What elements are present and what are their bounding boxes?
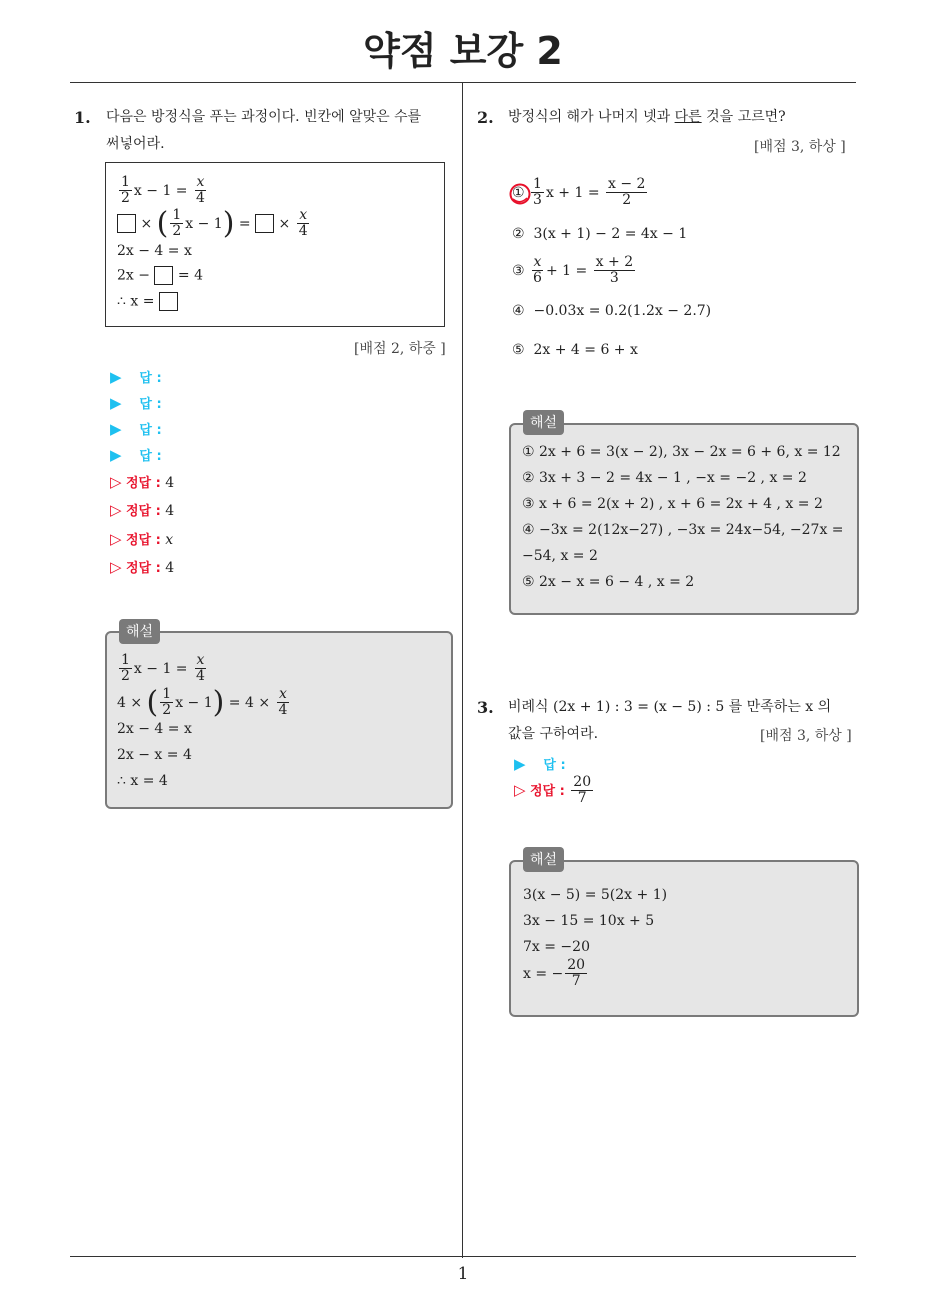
blank-box-1[interactable] bbox=[117, 214, 136, 233]
q2-explanation-line-1: ① 2x + 6 = 3(x − 2), 3x − 2x = 6 + 6, x = 12 bbox=[522, 444, 841, 460]
column-divider bbox=[462, 83, 463, 1258]
answer-arrow-icon: ▶ bbox=[110, 446, 122, 464]
q1-answer-row-3 bbox=[110, 419, 162, 438]
answer-label: 답 : bbox=[139, 449, 162, 464]
answer-label: 답 : bbox=[139, 397, 162, 412]
q3-correct-row bbox=[514, 775, 595, 807]
q1-explanation-line-2: 4 × ( $\frac{1}{2}$ x − 1) = 4 × $\frac{x}{4}$ bbox=[117, 684, 288, 720]
q3-explanation-line-3: 7x = −20 bbox=[523, 939, 590, 955]
question-3-meta: [배점 3, 하상 ] bbox=[760, 728, 852, 744]
blank-box-3[interactable] bbox=[154, 266, 173, 285]
correct-arrow-icon: ▷ bbox=[110, 530, 122, 548]
q2-choice-1[interactable]: ① $\frac{1}{3}$ x + 1 = $\frac{x - 2}{2}$ bbox=[512, 176, 646, 209]
answer-arrow-icon: ▶ bbox=[514, 755, 526, 773]
correct-value: 4 bbox=[165, 503, 175, 519]
q1-step-3: 2x − 4 = x bbox=[117, 243, 192, 259]
correct-label: 정답 : bbox=[126, 476, 161, 491]
question-3-text-line2: 값을 구하여라. bbox=[508, 726, 599, 742]
q1-step-1: $\frac{1}{2}$ x − 1 = $\frac{x}{4}$ bbox=[121, 174, 205, 207]
q2-explanation-tag: 해설 bbox=[523, 410, 564, 435]
q2-choice-5[interactable] bbox=[512, 342, 638, 358]
question-1-number: 1. bbox=[74, 108, 91, 127]
answer-label: 답 : bbox=[543, 758, 566, 773]
q1-step-1-text: x − 1 = bbox=[133, 182, 188, 199]
choice-number: ② bbox=[512, 226, 525, 242]
q1-explanation-line-1: $\frac{1}{2}$ x − 1 = $\frac{x}{4}$ bbox=[121, 652, 205, 685]
q3-explanation-line-4 bbox=[523, 958, 589, 990]
question-2-text bbox=[508, 104, 786, 131]
q2-explanation-line-5: −54, x = 2 bbox=[522, 548, 598, 564]
q2-explanation-line-4: ④ −3x = 2(12x−27) , −3x = 24x−54, −27x = bbox=[522, 522, 844, 538]
question-1-text bbox=[106, 104, 456, 158]
correct-value: 4 bbox=[165, 475, 175, 491]
footer-rule bbox=[70, 1256, 856, 1257]
q1-correct-row-3 bbox=[110, 529, 173, 548]
q1-step-4 bbox=[117, 266, 203, 285]
q3-explanation-denominator: 7 bbox=[571, 973, 581, 990]
question-2-number: 2. bbox=[477, 108, 494, 127]
q1-explanation-line-3: 2x − 4 = x bbox=[117, 721, 192, 737]
q1-explanation-line-2-left: 4 × bbox=[117, 694, 143, 711]
blank-box-4[interactable] bbox=[159, 292, 178, 311]
q3-explanation-line-2: 3x − 15 = 10x + 5 bbox=[523, 913, 655, 929]
header-rule bbox=[70, 82, 856, 83]
q1-answer-row-1 bbox=[110, 367, 162, 386]
q1-correct-row-1 bbox=[110, 472, 174, 491]
q2-choice-3-denominator: 3 bbox=[609, 270, 619, 287]
q3-explanation-tag: 해설 bbox=[523, 847, 564, 872]
question-3-text-line1: 비례식 (2x + 1) : 3 = (x − 5) : 5 를 만족하는 x 의 bbox=[508, 699, 832, 715]
q1-answer-row-2 bbox=[110, 393, 162, 412]
q3-correct-numerator: 20 bbox=[573, 774, 592, 790]
q3-explanation-line-4-text: x = − bbox=[523, 965, 564, 982]
correct-arrow-icon: ▷ bbox=[110, 473, 122, 491]
answer-arrow-icon: ▶ bbox=[110, 368, 122, 386]
blank-box-2[interactable] bbox=[255, 214, 274, 233]
q3-explanation-line-1: 3(x − 5) = 5(2x + 1) bbox=[523, 887, 668, 903]
choice-number: ③ bbox=[512, 262, 525, 279]
correct-value: 4 bbox=[165, 560, 175, 576]
question-1-meta: [배점 2, 하중 ] bbox=[354, 341, 446, 357]
q3-answer-row bbox=[514, 754, 566, 773]
choice-number: ① bbox=[512, 184, 525, 201]
choice-number: ⑤ bbox=[512, 342, 525, 358]
question-1-text-line2: 써넣어라. bbox=[106, 136, 165, 152]
q3-explanation-numerator: 20 bbox=[567, 957, 586, 973]
q1-step-5 bbox=[117, 292, 178, 311]
q1-step-4-left: 2x − bbox=[117, 267, 150, 284]
q1-step-5-text: ∴ x = bbox=[117, 293, 155, 310]
correct-label: 정답 : bbox=[126, 533, 161, 548]
q2-choice-3-numerator: x + 2 bbox=[595, 254, 634, 270]
q1-explanation-line-2-mid: x − 1 bbox=[175, 694, 213, 711]
question-2-meta: [배점 3, 하상 ] bbox=[754, 139, 846, 155]
q1-explanation-line-2-right: = 4 × bbox=[228, 694, 271, 711]
page-number: 1 bbox=[457, 1264, 469, 1284]
q2-choice-1-mid: x + 1 = bbox=[545, 184, 600, 201]
correct-label: 정답 : bbox=[530, 783, 565, 799]
q2-choice-2-text: 3(x + 1) − 2 = 4x − 1 bbox=[533, 226, 688, 242]
answer-arrow-icon: ▶ bbox=[110, 420, 122, 438]
q1-step-4-right: = 4 bbox=[177, 267, 203, 284]
q2-choice-4[interactable] bbox=[512, 303, 711, 319]
q2-choice-2[interactable] bbox=[512, 226, 687, 242]
answer-label: 답 : bbox=[139, 371, 162, 386]
answer-arrow-icon: ▶ bbox=[110, 394, 122, 412]
q1-step-2-text: x − 1 bbox=[185, 215, 223, 232]
q2-choice-5-text: 2x + 4 = 6 + x bbox=[533, 342, 638, 358]
question-2-text-pre: 방정식의 해가 나머지 넷과 bbox=[508, 109, 675, 125]
q1-answer-row-4 bbox=[110, 445, 162, 464]
q2-choice-4-text: −0.03x = 0.2(1.2x − 2.7) bbox=[533, 303, 712, 319]
answer-label: 답 : bbox=[139, 423, 162, 438]
q2-choice-1-denominator: 2 bbox=[622, 192, 632, 209]
q2-explanation-line-3: ③ x + 6 = 2(x + 2) , x + 6 = 2x + 4 , x = 2 bbox=[522, 496, 823, 512]
correct-value: x bbox=[165, 532, 174, 548]
q1-explanation-tag: 해설 bbox=[119, 619, 160, 644]
q1-explanation-line-4: 2x − x = 4 bbox=[117, 747, 192, 763]
question-2-text-underlined: 다른 bbox=[674, 109, 702, 125]
q3-correct-denominator: 7 bbox=[577, 790, 587, 807]
correct-label: 정답 : bbox=[126, 561, 161, 576]
page-title: 약점 보강 2 bbox=[363, 29, 563, 73]
q1-correct-row-4 bbox=[110, 557, 174, 576]
q2-choice-1-numerator: x − 2 bbox=[608, 176, 646, 192]
question-3-number: 3. bbox=[477, 698, 494, 717]
question-1-text-line1: 다음은 방정식을 푸는 과정이다. 빈칸에 알맞은 수를 bbox=[106, 109, 422, 125]
correct-arrow-icon: ▷ bbox=[110, 558, 122, 576]
correct-arrow-icon: ▷ bbox=[514, 780, 526, 799]
q2-explanation-line-2: ② 3x + 3 − 2 = 4x − 1 , −x = −2 , x = 2 bbox=[522, 470, 807, 486]
q1-explanation-line-1-text: x − 1 = bbox=[133, 660, 188, 677]
q1-explanation-line-5: ∴ x = 4 bbox=[117, 773, 168, 789]
q1-step-2: × ( $\frac{1}{2}$ x − 1) = × $\frac{x}{4}$ bbox=[117, 208, 312, 240]
choice-number: ④ bbox=[512, 303, 525, 319]
q2-choice-3-mid: + 1 = bbox=[545, 262, 588, 279]
correct-label: 정답 : bbox=[126, 504, 161, 519]
q1-correct-row-2 bbox=[110, 500, 174, 519]
q2-choice-3[interactable]: ③ $\frac{x}{6}$ + 1 = $\frac{x + 2}{3}$ bbox=[512, 254, 634, 287]
question-2-text-post: 것을 고르면? bbox=[701, 109, 786, 125]
correct-arrow-icon: ▷ bbox=[110, 501, 122, 519]
q2-explanation-line-6: ⑤ 2x − x = 6 − 4 , x = 2 bbox=[522, 574, 695, 590]
